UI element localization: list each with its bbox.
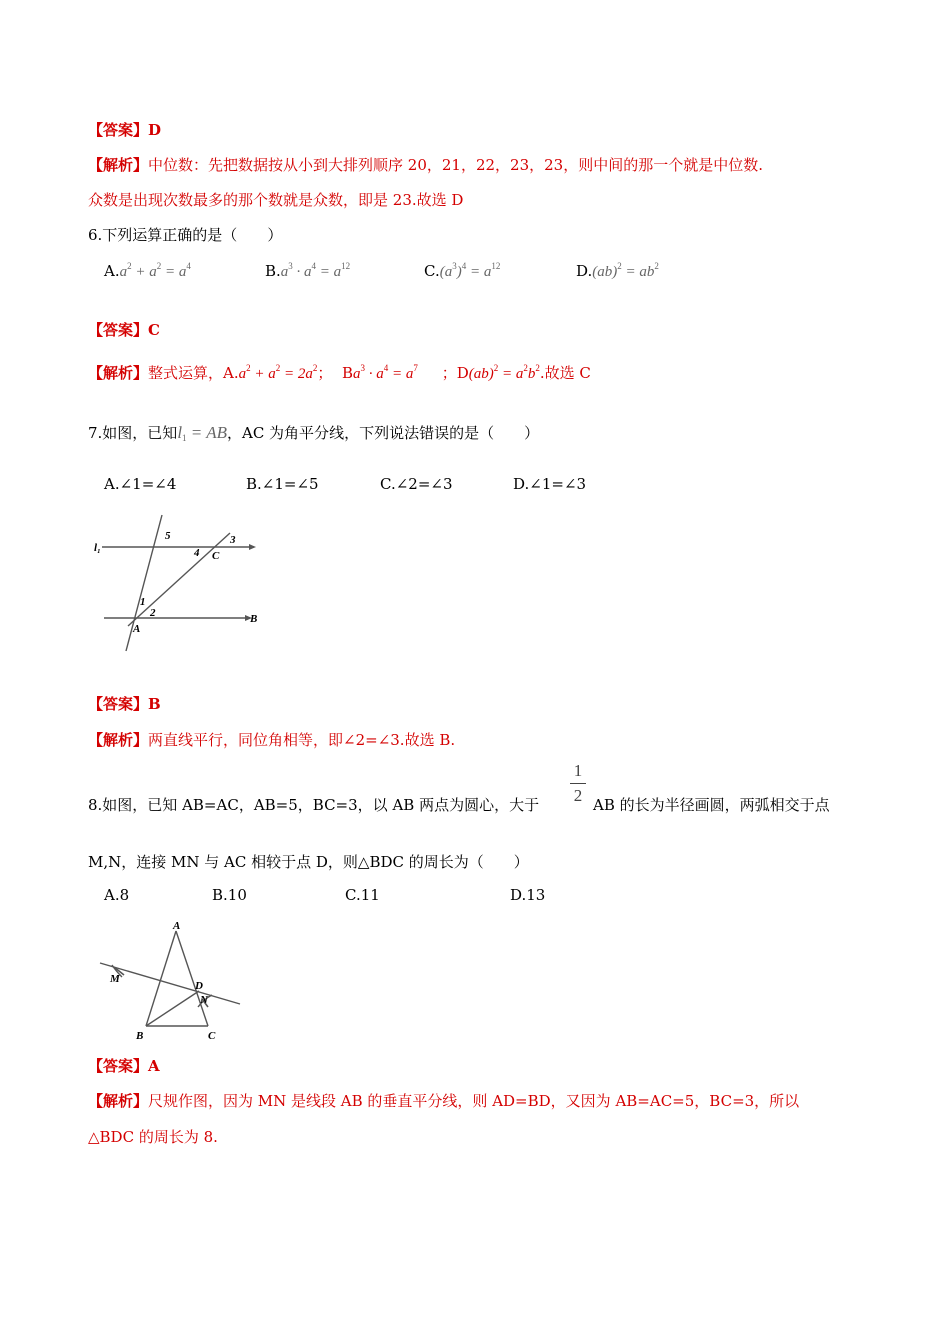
option-label: B.: [265, 262, 281, 280]
q6-option-a[interactable]: [104, 262, 191, 281]
fig-label: M: [110, 973, 120, 985]
analysis-tag: 【解析】: [88, 731, 149, 749]
fig-label: C: [212, 550, 220, 562]
stem-prefix: 7.如图，已知: [88, 424, 178, 442]
q6-analysis: [88, 362, 591, 383]
fig-label: 5: [165, 530, 171, 542]
formula: $(ab)^2 = ab^2$: [592, 261, 659, 280]
analysis-tag: 【解析】: [88, 1092, 149, 1110]
fig-label: N: [200, 994, 208, 1006]
fig-label: l₁: [94, 542, 101, 554]
segment-bd: [146, 991, 199, 1026]
option-label: A.: [104, 262, 120, 280]
formula-b: $a^3 \cdot a^4 = a^7$: [352, 363, 418, 382]
q8-stem-line1a: 8.如图，已知 AB=AC，AB=5，BC=3，以 AB 两点为圆心，大于: [88, 796, 540, 814]
q8-option-a[interactable]: A.8: [104, 886, 130, 904]
answer-tag: 【答案】: [88, 1057, 149, 1075]
frac-bar: [570, 783, 586, 784]
q7-figure: [88, 508, 268, 658]
q8-option-d[interactable]: D.13: [510, 886, 546, 904]
formula-l1-ab: $l_1$ = AB: [177, 423, 227, 443]
q5-analysis-line1: [88, 154, 763, 175]
analysis-tag: 【解析】: [88, 156, 149, 174]
q7-option-b[interactable]: B.∠1=∠5: [246, 475, 319, 493]
q8-stem-line1b: AB 的长为半径画圆，两弧相交于点: [593, 796, 830, 814]
analysis-text: 两直线平行，同位角相等，即∠2=∠3.故选 B.: [148, 731, 456, 749]
analysis-tag: 【解析】: [88, 364, 149, 382]
q7-stem: [88, 422, 539, 443]
q6-option-d[interactable]: [576, 262, 659, 281]
sep-d: ；D: [441, 364, 469, 382]
q5-analysis-line2: 众数是出现次数最多的那个数就是众数，即是 23.故选 D: [88, 191, 464, 209]
formula-a: $a^2 + a^2 = 2a^2$: [238, 363, 318, 382]
fig-label: 1: [140, 596, 146, 608]
q8-figure: [94, 915, 254, 1045]
q8-stem-line2: M,N，连接 MN 与 AC 相较于点 D，则△BDC 的周长为（ ）: [88, 853, 529, 871]
q8-answer: [88, 1055, 160, 1076]
answer-tag: 【答案】: [88, 121, 149, 139]
analysis-text: 中位数：先把数据按从小到大排列顺序 20，21，22，23，23，则中间的那一个就是中位数.: [148, 156, 763, 174]
q7-analysis: [88, 729, 455, 750]
q7-option-a[interactable]: A.∠1=∠4: [104, 475, 177, 493]
formula-d: $(ab)^2 = a^2b^2$: [468, 363, 540, 382]
q6-answer: [88, 319, 160, 340]
answer-value: C: [148, 321, 160, 339]
formula: $(a^3)^4 = a^{12}$: [439, 261, 501, 280]
formula: $a^2 + a^2 = a^4$: [119, 261, 191, 280]
answer-value: D: [148, 121, 162, 139]
side-ac: [176, 931, 208, 1026]
fig-label: 2: [150, 607, 156, 619]
fig-label: D: [195, 980, 203, 992]
transversal: [126, 515, 162, 651]
answer-value: B: [148, 695, 161, 713]
q8-option-b[interactable]: B.10: [212, 886, 247, 904]
stem-suffix: ，AC 为角平分线，下列说法错误的是（ ）: [226, 424, 540, 442]
answer-value: A: [148, 1057, 160, 1075]
option-label: C.: [424, 262, 440, 280]
q6-option-c[interactable]: [424, 262, 500, 281]
q7-option-d[interactable]: D.∠1=∠3: [513, 475, 587, 493]
fig-label: 3: [230, 534, 236, 546]
analysis-text: 尺规作图，因为 MN 是线段 AB 的垂直平分线，则 AD=BD，又因为 AB=AC=5，BC=3，所以: [148, 1092, 800, 1110]
answer-tag: 【答案】: [88, 695, 149, 713]
q6-option-b[interactable]: [265, 262, 350, 281]
fraction-half: [570, 762, 586, 805]
sep: ；: [317, 364, 333, 382]
q7-option-c[interactable]: C.∠2=∠3: [380, 475, 453, 493]
q6-stem: 6.下列运算正确的是（ ）: [88, 226, 283, 244]
line-mn: [100, 963, 240, 1004]
fig-label: B: [250, 613, 258, 625]
q7-answer: [88, 693, 161, 714]
frac-den: 2: [573, 786, 583, 805]
option-label: D.: [576, 262, 593, 280]
q5-answer: [88, 119, 161, 140]
fig-label: C: [208, 1030, 216, 1042]
answer-tag: 【答案】: [88, 321, 149, 339]
q8-option-c[interactable]: C.11: [345, 886, 380, 904]
label-b: B: [341, 364, 353, 382]
fig-label: A: [173, 920, 181, 932]
formula: $a^3 \cdot a^4 = a^{12}$: [280, 261, 351, 280]
frac-num: 1: [573, 761, 583, 780]
fig-label: A: [133, 623, 141, 635]
q8-analysis-line1: [88, 1090, 799, 1111]
analysis-suffix: .故选 C: [539, 364, 591, 382]
q8-analysis-line2: △BDC 的周长为 8.: [88, 1128, 218, 1146]
analysis-prefix: 整式运算，A.: [148, 364, 239, 382]
fig-label: 4: [194, 547, 200, 559]
fig-label: B: [136, 1030, 144, 1042]
